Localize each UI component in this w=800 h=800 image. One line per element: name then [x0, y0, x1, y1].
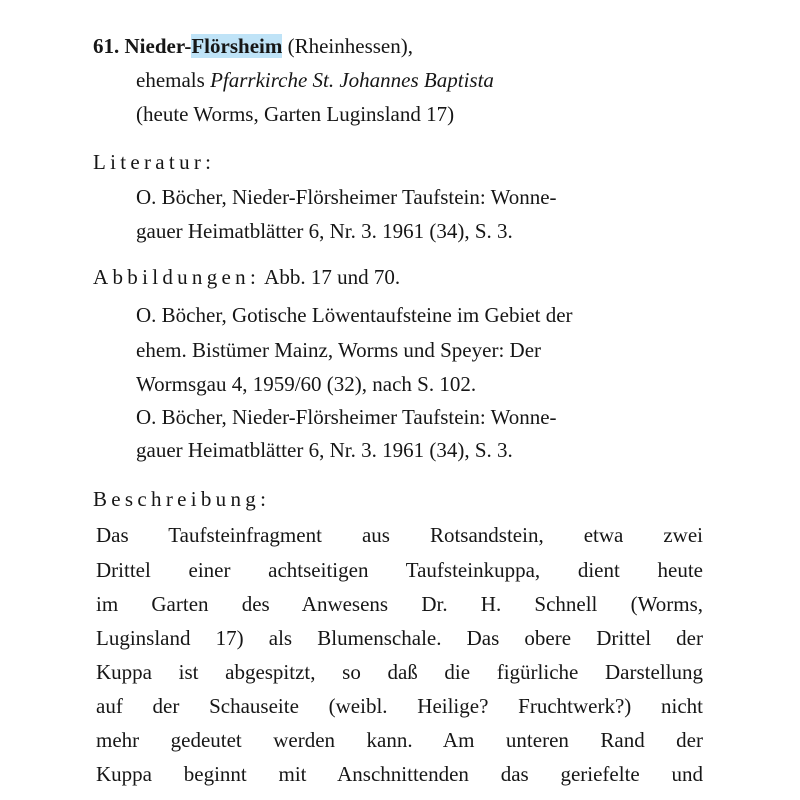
beschreibung-line: Das Taufsteinfragment aus Rotsandstein, etwa zwei	[96, 523, 703, 547]
literatur-line: O. Böcher, Nieder-Flörsheimer Taufstein: Wonne-	[136, 185, 557, 209]
abbildungen-line: O. Böcher, Gotische Löwentaufsteine im Gebiet der	[136, 303, 573, 327]
former-prefix: ehemals	[136, 68, 211, 92]
beschreibung-line: Luginsland 17) als Blumenschale. Das obere Drittel der	[96, 626, 703, 650]
entry-region: (Rheinhessen),	[282, 34, 413, 58]
abbildungen-line: ehem. Bistümer Mainz, Worms und Speyer: Der	[136, 338, 542, 362]
highlighted-search-term[interactable]: Flörsheim	[191, 34, 283, 58]
literatur-line: gauer Heimatblätter 6, Nr. 3. 1961 (34), S. 3.	[136, 219, 513, 243]
abbildungen-line: gauer Heimatblätter 6, Nr. 3. 1961 (34), S. 3.	[136, 438, 513, 462]
abbildungen-line: O. Böcher, Nieder-Flörsheimer Taufstein: Wonne-	[136, 405, 557, 429]
entry-former-church	[136, 67, 494, 93]
abbildungen-refs: Abb. 17 und 70.	[260, 265, 401, 289]
beschreibung-line: Drittel einer achtseitigen Taufsteinkuppa, dient heute	[96, 558, 703, 582]
beschreibung-line: Kuppa ist abgespitzt, so daß die figürliche Darstellung	[96, 660, 703, 684]
abbildungen-line: Wormsgau 4, 1959/60 (32), nach S. 102.	[136, 372, 477, 396]
entry-title	[93, 33, 413, 59]
beschreibung-line: mehr gedeutet werden kann. Am unteren Rand der	[96, 728, 703, 752]
literatur-heading: Literatur:	[93, 150, 216, 174]
former-church-name: Pfarrkirche St. Johannes Baptista	[210, 68, 494, 92]
beschreibung-line: auf der Schauseite (weibl. Heilige? Fruchtwerk?) nicht	[96, 694, 703, 718]
entry-current-location: (heute Worms, Garten Luginsland 17)	[136, 102, 455, 126]
abbildungen-heading: Abbildungen:	[93, 265, 261, 289]
beschreibung-line: im Garten des Anwesens Dr. H. Schnell (Worms,	[96, 592, 703, 616]
beschreibung-line: Kuppa beginnt mit Anschnittenden das geriefelte und	[96, 762, 703, 786]
entry-place-prefix: Nieder-	[124, 34, 192, 58]
beschreibung-heading: Beschreibung:	[93, 487, 271, 511]
entry-number: 61.	[93, 34, 120, 58]
abbildungen-header	[93, 264, 400, 290]
